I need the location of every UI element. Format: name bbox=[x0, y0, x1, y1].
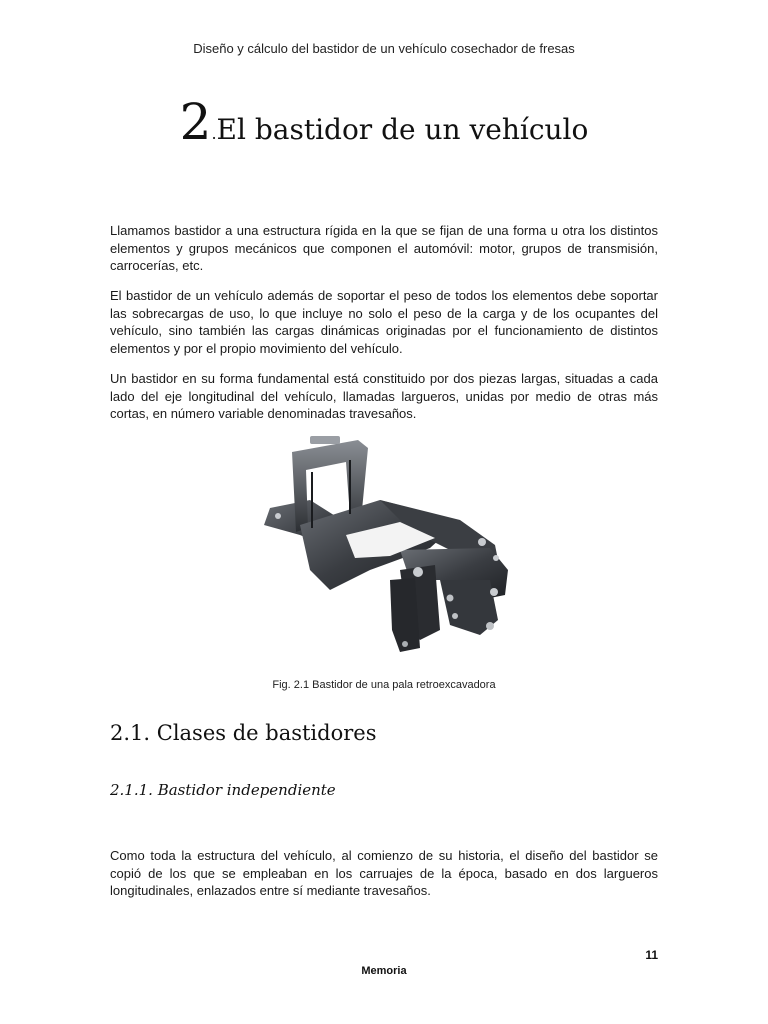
chapter-title bbox=[0, 92, 768, 152]
body-paragraph: Como toda la estructura del vehículo, al comienzo de su historia, el diseño del bastidor se copió de los que se empleaban en los carruajes de la época, basado en dos largueros longitudinales, enlazados entre sí mediante travesaños. bbox=[110, 848, 658, 898]
section-heading: 2.1. Clases de bastidores bbox=[110, 721, 377, 745]
chapter-title-text: El bastidor de un vehículo bbox=[216, 113, 589, 146]
subsection-heading: 2.1.1. Bastidor independiente bbox=[110, 781, 336, 799]
page-number: 11 bbox=[645, 948, 658, 962]
chapter-separator: . bbox=[211, 124, 217, 143]
body-paragraph: Un bastidor en su forma fundamental está constituido por dos piezas largas, situadas a cada lado del eje longitudinal del vehículo, llamadas largueros, unidas por medio de otras más cortas, en número variable denominadas travesaños. bbox=[110, 371, 658, 421]
body-paragraph: Llamamos bastidor a una estructura rígida en la que se fijan de una forma u otra los distintos elementos y grupos mecánicos que componen el automóvil: motor, grupos de transmisión, carrocerías, etc. bbox=[110, 223, 658, 273]
body-paragraph: El bastidor de un vehículo además de soportar el peso de todos los elementos debe soportar las sobrecargas de uso, lo que incluye no solo el peso de la carga y de los ocupantes del vehículo, sino también las cargas dinámicas originadas por el funcionamiento de distintos elementos y por el propio movimiento del vehículo. bbox=[110, 288, 658, 356]
chapter-number: 2 bbox=[179, 93, 212, 151]
footer-label: Memoria bbox=[361, 965, 407, 977]
backhoe-chassis-image bbox=[250, 430, 520, 660]
figure-caption: Fig. 2.1 Bastidor de una pala retroexcavadora bbox=[272, 679, 496, 691]
chassis-figure bbox=[250, 430, 520, 660]
running-header: Diseño y cálculo del bastidor de un vehículo cosechador de fresas bbox=[193, 41, 575, 56]
